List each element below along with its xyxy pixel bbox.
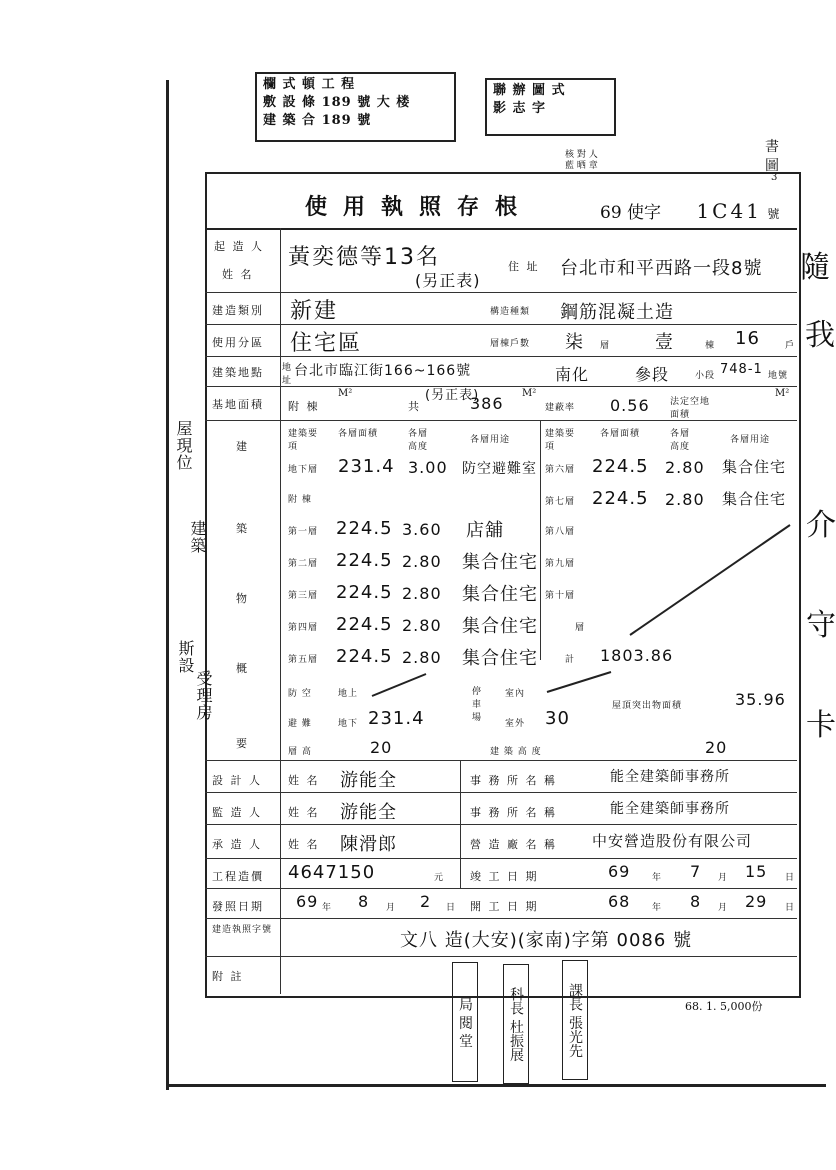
col-head-use-2: 各層用途 (730, 435, 771, 445)
floor-height-value: 20 (370, 738, 393, 757)
label-f10: 第十層 (545, 591, 576, 601)
label-outdoor: 室外 (505, 719, 526, 729)
label-building-5: 要 (236, 737, 249, 750)
label-complete-date: 竣 工 日 期 (470, 870, 539, 883)
paper-edge-left (166, 80, 169, 1090)
start-day-unit: 日 (785, 903, 796, 913)
section-value: 參段 (635, 365, 670, 384)
f3-use: 集合住宅 (462, 584, 538, 605)
label-building-4: 概 (236, 662, 249, 675)
label-build-type: 建造類別 (212, 304, 264, 317)
start-day: 29 (745, 892, 768, 911)
label-f6: 第六層 (545, 465, 576, 475)
license-no-value: 文八 造(大安)(家南)字第 0086 號 (400, 930, 693, 951)
issue-year: 69 (296, 892, 319, 911)
corner-mark-2: 圖 (765, 158, 779, 174)
strike-line (547, 672, 611, 692)
start-year-unit: 年 (652, 903, 663, 913)
label-basement: 地下層 (288, 465, 319, 475)
households-value: 16 (735, 328, 760, 349)
land-no-suffix: 小段 (695, 371, 716, 381)
label-column-divider (280, 228, 281, 994)
label-designer: 設 計 人 (212, 774, 262, 787)
f7-use: 集合住宅 (722, 490, 787, 508)
contractor-name: 陳滑郎 (340, 834, 397, 855)
complete-month: 7 (690, 862, 702, 881)
label-issue-date: 發照日期 (212, 900, 264, 913)
air-raid-strike (370, 670, 430, 700)
label-contractor-name: 姓 名 (288, 838, 320, 851)
side-note-right-1: 隨 (800, 250, 830, 285)
f4-area: 224.5 (336, 614, 393, 635)
label-coverage: 建蔽率 (545, 403, 576, 413)
f7-height: 2.80 (665, 490, 705, 509)
label-shelter: 避 難 (288, 719, 312, 729)
supervisor-office: 能全建築師事務所 (610, 801, 730, 817)
f7-area: 224.5 (592, 488, 649, 509)
strike-line (372, 674, 426, 696)
label-roof-area: 屋頂突出物面積 (612, 701, 683, 711)
parking-outdoor-value: 30 (545, 708, 570, 729)
structure-value: 鋼筋混凝土造 (560, 302, 674, 323)
label-annex-floor: 附 棟 (288, 495, 312, 505)
f6-height: 2.80 (665, 458, 705, 477)
label-supervisor-office: 事 務 所 名 稱 (470, 806, 557, 819)
col-head-item-2: 建築要項 (545, 429, 576, 452)
permit-number (600, 198, 779, 223)
label-air-ground: 地上 (338, 689, 359, 699)
label-applicant: 起 造 人 (214, 240, 264, 253)
label-building-2: 築 (236, 522, 249, 535)
start-year: 68 (608, 892, 631, 911)
label-annex: 附 棟 (288, 400, 320, 413)
label-floor-height: 層 高 (288, 747, 312, 757)
floors-unit: 層 (600, 341, 611, 351)
seal-3: 課長 張光先 (562, 960, 588, 1080)
complete-day-unit: 日 (785, 873, 796, 883)
seal-2: 科長 杜振展 (503, 964, 529, 1084)
label-supervisor: 監 造 人 (212, 806, 262, 819)
top-left-stamp: 欄 式 頓 工 程 敷 設 條 189 號 大 楼 建 築 合 189 號 (255, 72, 456, 142)
side-note-right-3: 介 (806, 508, 836, 543)
shelter-basement-value: 231.4 (368, 708, 425, 729)
small-stamp: 核 對 人 藍 晒 章 (565, 150, 598, 171)
label-f9: 第九層 (545, 559, 576, 569)
side-note-left-2: 建築 (188, 520, 207, 554)
empty-floors-strike (540, 500, 797, 660)
f6-area: 224.5 (592, 456, 649, 477)
designer-name: 游能全 (340, 770, 397, 791)
label-license-no: 建造執照字號 (212, 925, 273, 935)
complete-year-unit: 年 (652, 873, 663, 883)
paper-edge-bottom (166, 1084, 826, 1087)
total-area: 1803.86 (600, 646, 674, 665)
label-total: 計 (565, 655, 576, 665)
applicant-address: 台北市和平西路一段8號 (560, 258, 763, 279)
issue-month: 8 (358, 892, 370, 911)
col-head-item: 建築要項 (288, 429, 319, 452)
land-no-tail: 地號 (768, 371, 789, 381)
side-note-left-4: 受理房 (194, 670, 213, 721)
designer-office: 能全建築師事務所 (610, 769, 730, 785)
complete-month-unit: 月 (718, 873, 729, 883)
corner-mark-1: 書 (765, 139, 779, 155)
seal-1: 局 閱 堂 (452, 962, 478, 1082)
label-f2: 第二層 (288, 559, 319, 569)
side-note-right-4: 守 (806, 608, 836, 643)
label-common: 共 (408, 400, 421, 413)
start-month-unit: 月 (718, 903, 729, 913)
issue-day: 2 (420, 892, 432, 911)
coverage-value: 0.56 (610, 396, 650, 415)
label-designer-office: 事 務 所 名 稱 (470, 774, 557, 787)
f4-use: 集合住宅 (462, 616, 538, 637)
subhead-divider (460, 760, 461, 888)
side-note-right-2: 我 (805, 318, 835, 353)
permit-prefix: 69 使字 (600, 203, 662, 223)
complete-year: 69 (608, 862, 631, 881)
label-applicant-name: 姓 名 (222, 268, 254, 281)
land-no-value: 748-1 (720, 362, 763, 377)
col-head-height: 各層高度 (408, 429, 429, 452)
side-note-left-3: 斯設 (176, 640, 195, 674)
build-type-value: 新建 (290, 299, 339, 324)
col-head-use: 各層用途 (470, 435, 511, 445)
label-designer-name: 姓 名 (288, 774, 320, 787)
f5-area: 224.5 (336, 646, 393, 667)
area-unit-1: M² (338, 388, 353, 399)
label-parking: 停車場 (472, 687, 483, 723)
floors-value: 柒 (565, 332, 584, 353)
contractor-company: 中安營造股份有限公司 (592, 832, 753, 850)
f6-use: 集合住宅 (722, 458, 787, 476)
basement-height: 3.00 (408, 458, 448, 477)
applicant-note: (另正表) (415, 271, 481, 290)
label-building-3: 物 (236, 592, 249, 605)
buildings-unit: 棟 (705, 341, 716, 351)
side-note-right-5: 卡 (806, 708, 836, 743)
site-value: 台北市臨江街166~166號 (294, 363, 472, 379)
label-building-1: 建 (236, 440, 249, 453)
roof-area-value: 35.96 (735, 690, 786, 709)
area-unit-2: M² (522, 388, 537, 399)
label-f3: 第三層 (288, 591, 319, 601)
indoor-strike (545, 668, 615, 698)
start-month: 8 (690, 892, 702, 911)
corner-mark-3: 3 (771, 172, 778, 183)
issue-day-unit: 日 (446, 903, 457, 913)
label-contractor: 承 造 人 (212, 838, 262, 851)
buildings-value: 壹 (655, 332, 674, 353)
label-use-zone: 使用分區 (212, 336, 264, 349)
label-structure: 構造種類 (490, 307, 531, 317)
label-f1: 第一層 (288, 527, 319, 537)
col-head-height-2: 各層高度 (670, 429, 691, 452)
district-value: 南化 (555, 365, 590, 384)
label-floors-units: 層棟戶數 (490, 339, 531, 349)
f1-use: 店舖 (466, 520, 504, 541)
label-supervisor-name: 姓 名 (288, 806, 320, 819)
label-site: 建築地點 (212, 366, 264, 379)
label-area: 基地面積 (212, 398, 264, 411)
label-remark: 附 註 (212, 970, 244, 983)
label-bldg-height: 建 築 高 度 (490, 747, 542, 757)
f3-height: 2.80 (402, 584, 442, 603)
label-f4: 第四層 (288, 623, 319, 633)
f5-use: 集合住宅 (462, 648, 538, 669)
issue-month-unit: 月 (386, 903, 397, 913)
f4-height: 2.80 (402, 616, 442, 635)
households-unit: 戶 (785, 341, 796, 351)
f2-area: 224.5 (336, 550, 393, 571)
side-note-left-1: 屋現位 (174, 420, 193, 471)
label-indoor: 室內 (505, 689, 526, 699)
label-start-date: 開 工 日 期 (470, 900, 539, 913)
label-address: 住 址 (508, 260, 540, 273)
site-prefix: 地址 (282, 363, 293, 386)
label-f5: 第五層 (288, 655, 319, 665)
f2-height: 2.80 (402, 552, 442, 571)
label-f7: 第七層 (545, 497, 576, 507)
label-air-raid: 防 空 (288, 689, 312, 699)
complete-day: 15 (745, 862, 768, 881)
supervisor-name: 游能全 (340, 802, 397, 823)
label-cost: 工程造價 (212, 870, 264, 883)
label-f8: 第八層 (545, 527, 576, 537)
label-shelter-basement: 地下 (338, 719, 359, 729)
col-head-area-2: 各層面積 (600, 429, 641, 439)
basement-use: 防空避難室 (462, 461, 537, 477)
label-legal-area: 法定空地面積 (670, 397, 711, 420)
use-zone-value: 住宅區 (290, 331, 363, 356)
site-note: (另正表) (425, 388, 480, 403)
issue-year-unit: 年 (322, 903, 333, 913)
label-fx: 層 (575, 623, 586, 633)
print-mark: 68. 1. 5,000份 (685, 1000, 763, 1013)
form-title: 使用執照存根 (305, 194, 534, 220)
basement-area: 231.4 (338, 456, 395, 477)
cost-unit: 元 (434, 873, 445, 883)
f3-area: 224.5 (336, 582, 393, 603)
label-contractor-company: 營 造 廠 名 稱 (470, 838, 557, 851)
cost-value: 4647150 (288, 862, 376, 883)
top-mid-stamp: 聯 辦 圖 式 影 志 字 (485, 78, 616, 136)
strike-line (630, 525, 790, 635)
applicant-name: 黃奕德等13名 (288, 245, 440, 270)
f5-height: 2.80 (402, 648, 442, 667)
f1-area: 224.5 (336, 518, 393, 539)
area-unit-3: M² (775, 388, 790, 399)
permit-suffix: 號 (767, 207, 780, 221)
f1-height: 3.60 (402, 520, 442, 539)
col-head-area: 各層面積 (338, 429, 379, 439)
f2-use: 集合住宅 (462, 552, 538, 573)
permit-number-value: 1C41 (696, 199, 762, 223)
common-area-value: 386 (470, 394, 504, 413)
bldg-height-value: 20 (705, 738, 728, 757)
